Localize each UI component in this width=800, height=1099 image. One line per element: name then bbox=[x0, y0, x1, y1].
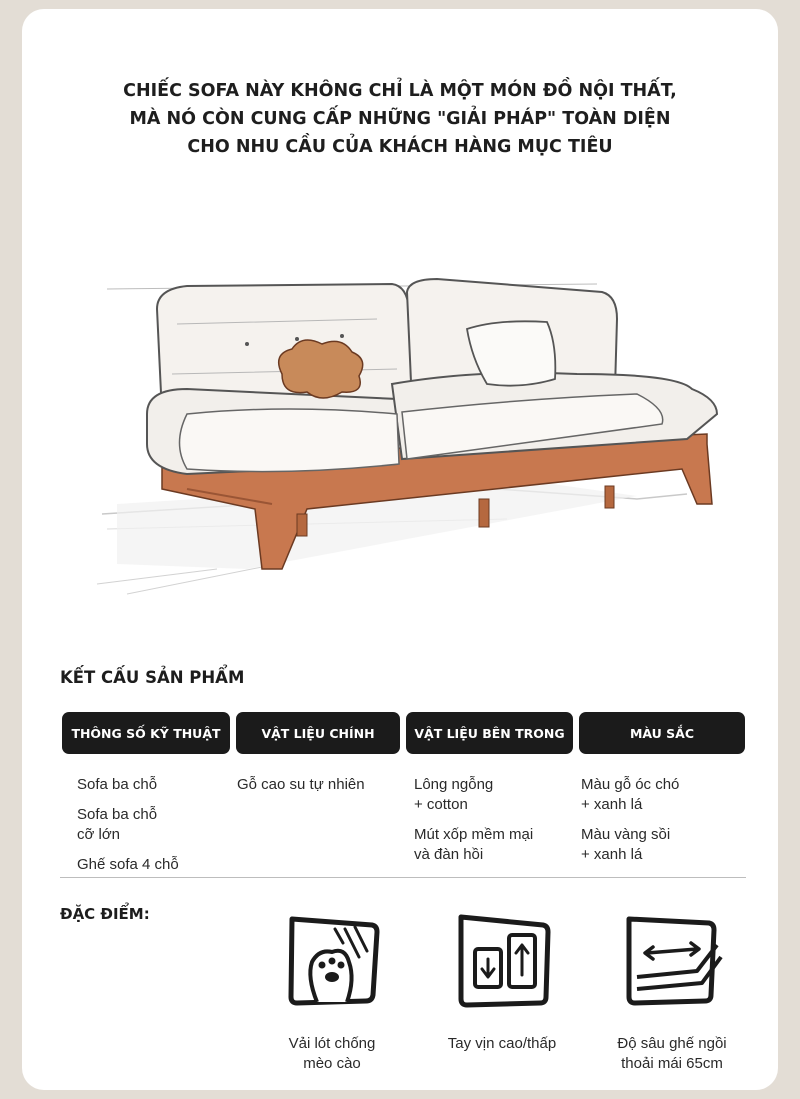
spec-item: Gỗ cao su tự nhiên bbox=[237, 776, 365, 793]
spec-column-technical bbox=[77, 775, 227, 885]
feature-label-armrest: Tay vịn cao/thấp bbox=[447, 1035, 557, 1052]
spec-item: Màu vàng sồi + xanh lá bbox=[581, 826, 671, 863]
spec-column-color bbox=[581, 775, 741, 875]
seat-depth-icon bbox=[617, 907, 727, 1017]
structure-title: KẾT CẤU SẢN PHẨM bbox=[60, 668, 245, 687]
content-card bbox=[22, 9, 778, 1090]
spec-item: Sofa ba chỗ cỡ lớn bbox=[77, 806, 158, 843]
spec-item: Ghế sofa 4 chỗ bbox=[77, 856, 179, 873]
sofa-illustration bbox=[77, 264, 737, 609]
armrest-height-icon bbox=[447, 907, 557, 1017]
spec-column-main-material bbox=[237, 775, 402, 805]
headline-line-2: MÀ NÓ CÒN CUNG CẤP NHỮNG "GIẢI PHÁP" TOÀN DIỆN bbox=[129, 109, 671, 129]
spec-column-inner-material bbox=[414, 775, 574, 875]
headline-line-3: CHO NHU CẦU CỦA KHÁCH HÀNG MỤC TIÊU bbox=[187, 137, 613, 157]
cat-paw-scratch-icon bbox=[277, 907, 387, 1017]
section-divider bbox=[60, 877, 746, 878]
headline bbox=[22, 77, 778, 161]
spec-header-inner-material: VẬT LIỆU BÊN TRONG bbox=[406, 712, 573, 754]
spec-item: Lông ngỗng + cotton bbox=[414, 776, 494, 813]
spec-header-color: MÀU SẮC bbox=[579, 712, 745, 754]
feature-label-seat-depth: Độ sâu ghế ngồi thoải mái 65cm bbox=[617, 1035, 727, 1072]
feature-label-scratch: Vải lót chống mèo cào bbox=[288, 1035, 376, 1072]
spec-item: Mút xốp mềm mại và đàn hồi bbox=[414, 826, 534, 863]
features-title: ĐẶC ĐIỂM: bbox=[60, 905, 150, 923]
spec-item: Màu gỗ óc chó + xanh lá bbox=[581, 776, 680, 813]
headline-line-1: CHIẾC SOFA NÀY KHÔNG CHỈ LÀ MỘT MÓN ĐỒ NỘI THẤT, bbox=[123, 81, 677, 101]
spec-header-technical: THÔNG SỐ KỸ THUẬT bbox=[62, 712, 230, 754]
spec-header-main-material: VẬT LIỆU CHÍNH bbox=[236, 712, 400, 754]
spec-item: Sofa ba chỗ bbox=[77, 776, 158, 793]
